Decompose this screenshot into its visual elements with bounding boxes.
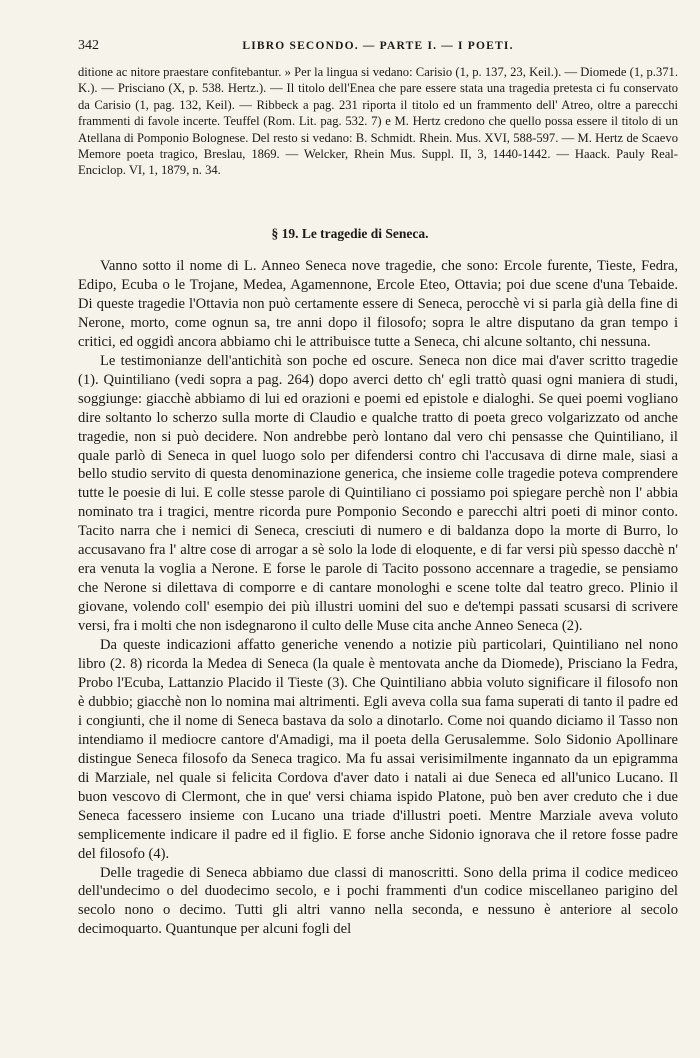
page-number: 342: [78, 38, 99, 53]
paragraph: Le testimonianze dell'antichità son poche ed oscure. Seneca non dice mai d'aver scritto tragedie (1). Quintiliano (vedi sopra a pag. 264) dopo averci detto ch' egli trattò quasi ogni maniera di studi, soggiunge: giacchè abbiamo di lui ed orazioni e poemi ed epistole e dialoghi. Se quei poemi vogliano dire soltanto lo scherzo sulla morte di Claudio e qualche tratto di poeta greco volgarizzato od anche tragedie, non si può decidere. Non andrebbe però lontano dal vero chi pensasse che Quintiliano, il quale parlò di Seneca in quel luogo solo per difendersi contro chi l'accusava di dirne male, siasi a bello studio servito di questa denominazione generica, che insieme colle tragedie poteva comprendere tutte le poesie di lui. E colle stesse parole di Quintiliano ci possiamo poi spiegare perchè non l' abbia nominato tra i tragici, mentre ricorda pure Pomponio Secondo e parecchi altri poeti di minor conto. Tacito narra che i nemici di Seneca, cresciuti di numero e di baldanza dopo la morte di Burro, lo accusavano fra l' altre cose di arrogar a sè solo la lode di eloquente, e di far versi più spesso dacchè n' era venuta la voglia a Nerone. E forse le parole di Tacito possono accennare a tragedie, se pensiamo che Nerone si dilettava di comporre e di cantare monologhi e scene tolte dal teatro greco. Plinio il giovane, volendo coll' esempio dei più illustri uomini del suo e de'tempi passati scusarsi di scrivere versi, fra i molti che non isdegnarono il culto delle Muse cita anche Anneo Seneca (2).: [78, 352, 678, 635]
paragraph: Da queste indicazioni affatto generiche venendo a notizie più particolari, Quintiliano nel nono libro (2. 8) ricorda la Medea di Seneca (la quale è mentovata anche da Diomede), Prisciano la Fedra, Probo l'Ecuba, Lattanzio Placido il Tieste (3). Che Quintiliano abbia voluto significare il filosofo non è dubbio; giacchè non lo nomina mai altrimenti. Egli aveva colla sua fama superati di tanto il padre ed i congiunti, che il nome di Seneca bastava da solo a dinotarlo. Come noi quando diciamo il Tasso non intendiamo il mediocre cantore d'Amadigi, ma il poeta della Gerusalemme. Solo Sidonio Apollinare distingue Seneca filosofo da Seneca tragico. Ma fu assai verisimilmente ingannato da un epigramma di Marziale, nel quale si felicita Cordova d'aver dato i natali ai due Seneca ed all'unico Lucano. Il buon vescovo di Clermont, che in que' versi chiama ispido Platone, può ben aver creduto che i due Seneca facessero insieme con Lucano una triade d'illustri poeti. Mentre Marziale aveva voluto semplicemente indicare il padre ed il figlio. E forse anche Sidonio ignorava che il retore fosse padre del filosofo (4).: [78, 637, 678, 862]
paragraph: Delle tragedie di Seneca abbiamo due classi di manoscritti. Sono della prima il codice mediceo dell'undecimo o del duodecimo secolo, e i pochi frammenti d'un codice miscellaneo parigino del secolo nono o decimo. Tutti gli altri vanno nella seconda, e nessuno è anteriore al secolo decimoquarto. Quantunque per alcuni fogli del: [78, 864, 678, 938]
section-title: § 19. Le tragedie di Seneca.: [271, 226, 429, 241]
note-paragraph: ditione ac nitore praestare confitebantur. » Per la lingua si vedano: Carisio (1, p. 137, 23, Keil.). — Diomede (1, p.371. K.). — Prisciano (X, p. 538. Hertz.). — Il titolo dell'Enea che pare essere stata una tragedia pretesta ci fu conservato da Carisio (1, pag. 132, Keil). — Ribbeck a pag. 231 riporta il titolo ed un frammento dell' Atreo, oltre a parecchi frammenti di favole incerte. Teuffel (Rom. Lit. pag. 532. 7) e M. Hertz credono che quello possa essere il titolo di un Atellana di Pomponio Bolognese. Del resto si vedano: B. Schmidt. Rhein. Mus. XVI, 588-597. — M. Hertz de Scaevo Memore poeta tragico, Breslau, 1869. — Welcker, Rhein Mus. Suppl. II, 3, 1440-1442. — Haack. Pauly Real-Enciclop. VI, 1, 1879, n. 34.: [78, 65, 678, 178]
footnote-continuation: [78, 64, 678, 179]
paragraph: Vanno sotto il nome di L. Anneo Seneca nove tragedie, che sono: Ercole furente, Tieste, Fedra, Edipo, Ecuba o le Trojane, Medea, Agamennone, Ercole Eteo, Ottavia; poi due scene d'una Tebaide. Di queste tragedie l'Ottavia non può certamente essere di Seneca, perocchè vi si parla già della fine di Nerone, morto, come ognun sa, tre anni dopo il filosofo; sopra le altre disputano da gran tempo i critici, ed oggidì ancora abbiamo chi le attribuisce tutte a Seneca, chi alcune soltanto, chi nessuna.: [78, 258, 678, 350]
body-text: [78, 257, 678, 939]
page-header: [78, 38, 678, 58]
running-title: LIBRO SECONDO. — PARTE I. — I POETI.: [242, 40, 514, 52]
